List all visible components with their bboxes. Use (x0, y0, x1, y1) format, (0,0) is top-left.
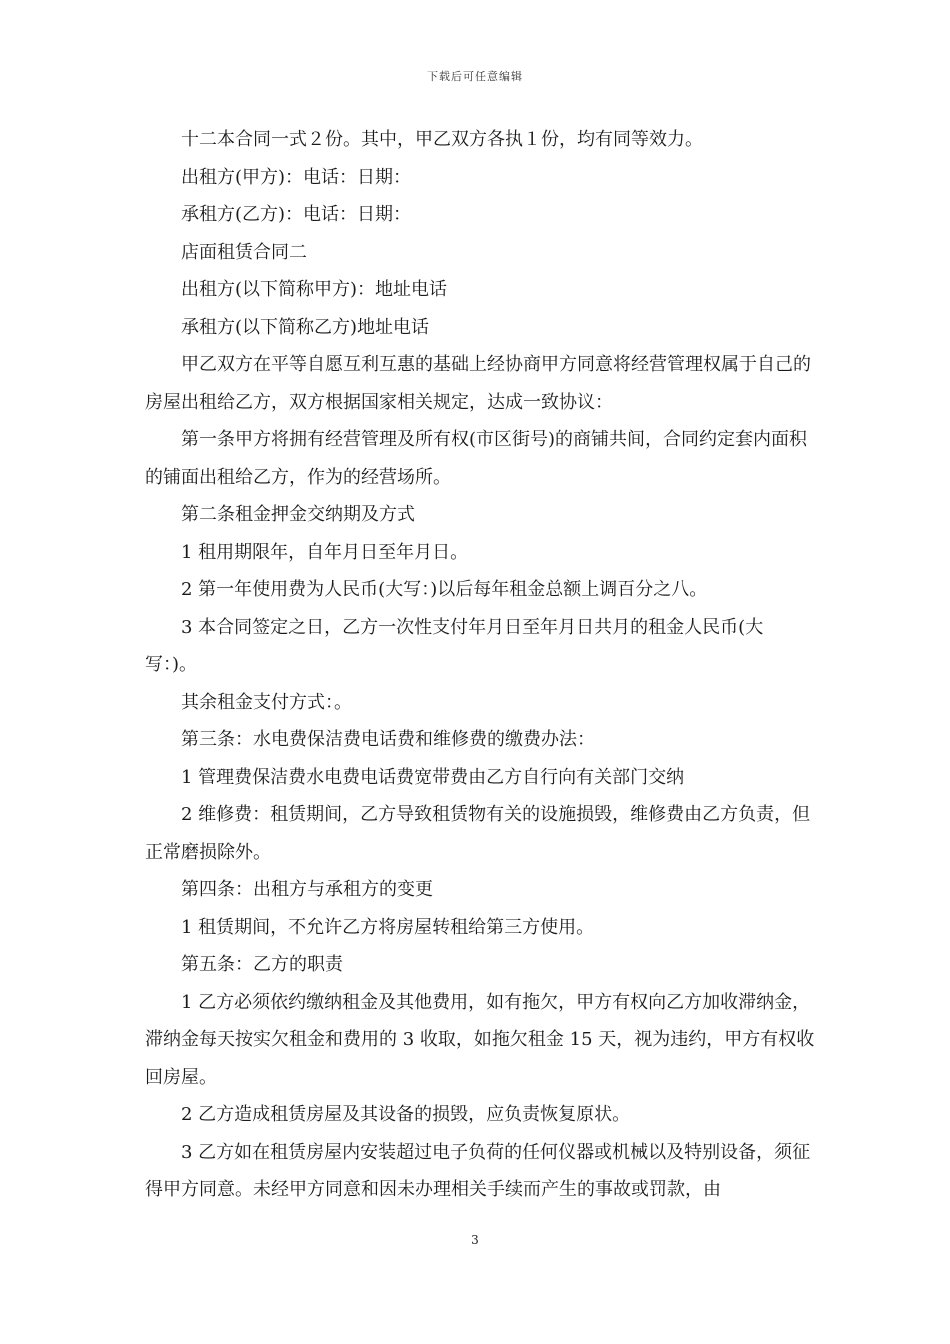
clause-heading: 第五条：乙方的职责 (181, 954, 343, 975)
paragraph: 出租方(以下简称甲方)：地址电话 (181, 279, 448, 300)
page-number: 3 (471, 1233, 479, 1247)
paragraph: 1 乙方必须依约缴纳租金及其他费用，如有拖欠，甲方有权向乙方加收滞纳金，滞纳金每天按实欠租金和费用的 3 收取，如拖欠租金 15 天，视为违约，甲方有权收回房屋。 (145, 991, 815, 1088)
paragraph: 其余租金支付方式：。 (181, 691, 352, 713)
clause-heading: 第三条：水电费保洁费电话费和维修费的缴费办法： (181, 729, 595, 750)
paragraph: 甲乙双方在平等自愿互利互惠的基础上经协商甲方同意将经营管理权属于自己的房屋出租给乙方，双方根据国家相关规定，达成一致协议： (145, 354, 811, 413)
paragraph: 1 管理费保洁费水电费电话费宽带费由乙方自行向有关部门交纳 (181, 766, 685, 788)
paragraph: 承租方(以下简称乙方)地址电话 (181, 316, 430, 338)
clause-heading: 第四条：出租方与承租方的变更 (181, 879, 433, 900)
paragraph: 2 第一年使用费为人民币(大写：)以后每年租金总额上调百分之八。 (181, 579, 708, 600)
section-title: 店面租赁合同二 (181, 241, 307, 263)
clause-heading: 第二条租金押金交纳期及方式 (181, 504, 415, 525)
paragraph: 第一条甲方将拥有经营管理及所有权(市区街号)的商铺共间，合同约定套内面积的铺面出租给乙方，作为的经营场所。 (145, 429, 808, 488)
paragraph: 2 维修费：租赁期间，乙方导致租赁物有关的设施损毁，维修费由乙方负责，但正常磨损除外。 (145, 804, 811, 863)
paragraph: 3 本合同签定之日，乙方一次性支付年月日至年月日共月的租金人民币(大写：)。 (145, 616, 764, 675)
paragraph: 2 乙方造成租赁房屋及其设备的损毁，应负责恢复原状。 (181, 1104, 631, 1125)
paragraph: 承租方(乙方)：电话：日期： (181, 204, 412, 225)
paragraph: 出租方(甲方)：电话：日期： (181, 166, 412, 188)
paragraph: 十二本合同一式２份。其中，甲乙双方各执１份，均有同等效力。 (181, 129, 703, 150)
paragraph: 1 租用期限年，自年月日至年月日。 (181, 541, 469, 563)
paragraph: 3 乙方如在租赁房屋内安装超过电子负荷的任何仪器或机械以及特别设备，须征得甲方同意。未经甲方同意和因未办理相关手续而产生的事故或罚款，由 (145, 1141, 811, 1200)
paragraph: 1 租赁期间，不允许乙方将房屋转租给第三方使用。 (181, 916, 595, 938)
document-body (145, 121, 815, 1209)
page-header: 下载后可任意编辑 (427, 70, 523, 83)
